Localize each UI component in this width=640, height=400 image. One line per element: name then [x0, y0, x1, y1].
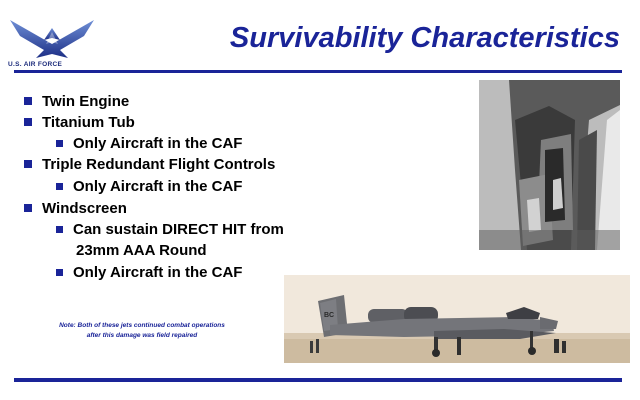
bullet-square-icon	[56, 226, 63, 233]
footnote	[22, 321, 262, 341]
sub-bullet-item: Only Aircraft in the CAF	[56, 135, 242, 153]
footnote-line-1: Note: Both of these jets continued combat operations	[59, 322, 225, 329]
continuation-line: 23mm AAA Round	[76, 242, 207, 259]
sub-bullet-item: Can sustain DIRECT HIT from	[56, 221, 284, 239]
bullet-item: Windscreen	[24, 200, 127, 218]
bullet-square-icon	[24, 97, 32, 105]
bullet-item: Twin Engine	[24, 93, 129, 111]
page-title: Survivability Characteristics	[229, 22, 620, 54]
bullet-square-icon	[56, 269, 63, 276]
top-divider	[14, 70, 622, 73]
bullet-square-icon	[24, 160, 32, 168]
bullet-item: Titanium Tub	[24, 114, 135, 132]
a10-aircraft-photo	[284, 275, 630, 363]
bullet-square-icon	[56, 183, 63, 190]
bottom-divider	[14, 378, 622, 382]
logo-caption: U.S. AIR FORCE	[8, 61, 63, 68]
bullet-square-icon	[56, 140, 63, 147]
bullet-item: Triple Redundant Flight Controls	[24, 156, 275, 174]
sub-bullet-item: Only Aircraft in the CAF	[56, 264, 242, 282]
footnote-line-2: after this damage was field repaired	[86, 332, 198, 339]
bullet-square-icon	[24, 204, 32, 212]
bullet-square-icon	[24, 118, 32, 126]
tail-code: BC	[324, 312, 335, 319]
damaged-fuselage-photo	[479, 80, 620, 250]
sub-bullet-item: Only Aircraft in the CAF	[56, 178, 242, 196]
